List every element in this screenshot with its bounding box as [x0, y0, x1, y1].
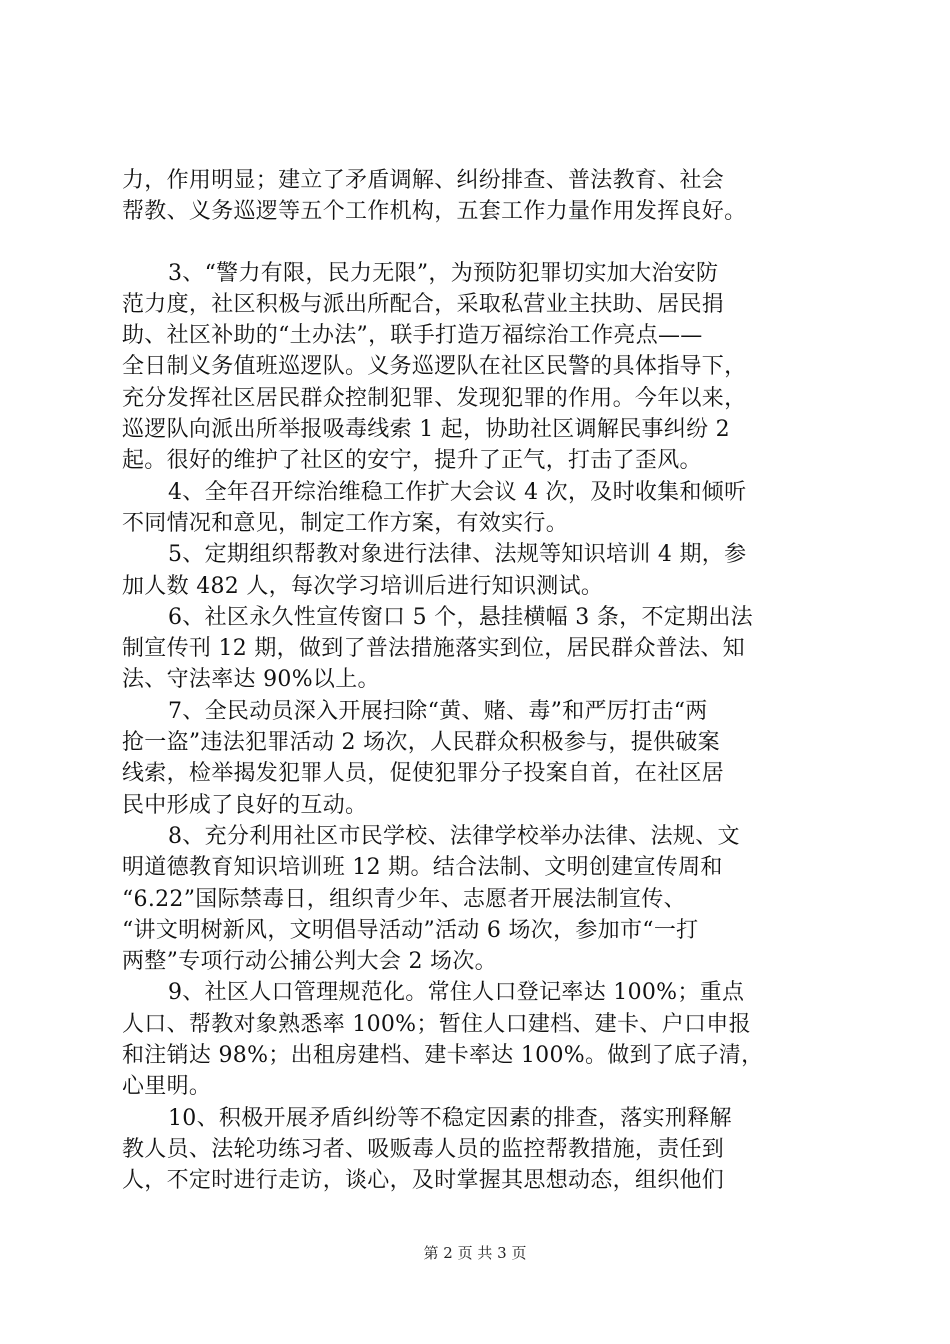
text-line: 帮教、义务巡逻等五个工作机构，五套工作力量作用发挥良好。: [122, 199, 747, 225]
text-line: 民中形成了良好的互动。: [122, 792, 368, 818]
text-line: 力，作用明显；建立了矛盾调解、纠纷排查、普法教育、社会: [122, 168, 725, 193]
document-body: [122, 165, 834, 1197]
text-line: 全日制义务值班巡逻队。义务巡逻队在社区民警的具体指导下，: [122, 354, 747, 380]
text-line: 明道德教育知识培训班 12 期。结合法制、文明创建宣传周和: [122, 855, 723, 881]
text-line: 6、社区永久性宣传窗口 5 个，悬挂横幅 3 条，不定期出法: [168, 604, 753, 630]
text-line: 助、社区补助的“土办法”，联手打造万福综治工作亮点——: [122, 323, 703, 349]
text-line: 教人员、法轮功练习者、吸贩毒人员的监控帮教措施，责任到: [122, 1136, 725, 1162]
text-line: 法、守法率达 90%以上。: [122, 667, 380, 693]
text-line: 两整”专项行动公捕公判大会 2 场次。: [122, 949, 497, 975]
text-line: 抢一盗”违法犯罪活动 2 场次，人民群众积极参与，提供破案: [122, 730, 720, 756]
text-line: 巡逻队向派出所举报吸毒线索 1 起，协助社区调解民事纠纷 2: [122, 417, 730, 443]
paragraph-gap: [122, 228, 834, 258]
text-line: 10、积极开展矛盾纠纷等不稳定因素的排查，落实刑释解: [168, 1105, 732, 1131]
text-line: 加人数 482 人，每次学习培训后进行知识测试。: [122, 573, 604, 599]
text-line: 7、全民动员深入开展扫除“黄、赌、毒”和严厉打击“两: [168, 698, 708, 724]
text-line: 不同情况和意见，制定工作方案，有效实行。: [122, 510, 569, 536]
page-footer: 第 2 页 共 3 页: [423, 1244, 527, 1262]
text-line: 制宣传刊 12 期，做到了普法措施落实到位，居民群众普法、知: [122, 636, 745, 662]
text-line: “6.22”国际禁毒日，组织青少年、志愿者开展法制宣传、: [122, 886, 686, 912]
text-line: 9、社区人口管理规范化。常住人口登记率达 100%；重点: [168, 980, 745, 1006]
text-line: 范力度，社区积极与派出所配合，采取私营业主扶助、居民捐: [122, 291, 725, 317]
text-line: 人，不定时进行走访，谈心，及时掌握其思想动态，组织他们: [122, 1168, 725, 1194]
text-line: 4、全年召开综治维稳工作扩大会议 4 次，及时收集和倾听: [168, 479, 747, 505]
text-line: 和注销达 98%；出租房建档、建卡率达 100%。做到了底子清，: [122, 1043, 764, 1069]
text-line: 充分发挥社区居民群众控制犯罪、发现犯罪的作用。今年以来，: [122, 385, 747, 411]
text-line: 5、定期组织帮教对象进行法律、法规等知识培训 4 期，参: [168, 542, 747, 568]
text-line: 人口、帮教对象熟悉率 100%；暂住人口建档、建卡、户口申报: [122, 1011, 751, 1037]
text-line: 3、“警力有限，民力无限”，为预防犯罪切实加大治安防: [168, 260, 719, 286]
text-line: “讲文明树新风，文明倡导活动”活动 6 场次，参加市“一打: [122, 917, 699, 943]
text-line: 起。很好的维护了社区的安宁，提升了正气，打击了歪风。: [122, 448, 702, 474]
text-line: 线索，检举揭发犯罪人员，促使犯罪分子投案自首，在社区居: [122, 761, 725, 787]
text-line: 8、充分利用社区市民学校、法律学校举办法律、法规、文: [168, 823, 740, 849]
text-line: 心里明。: [122, 1074, 212, 1100]
